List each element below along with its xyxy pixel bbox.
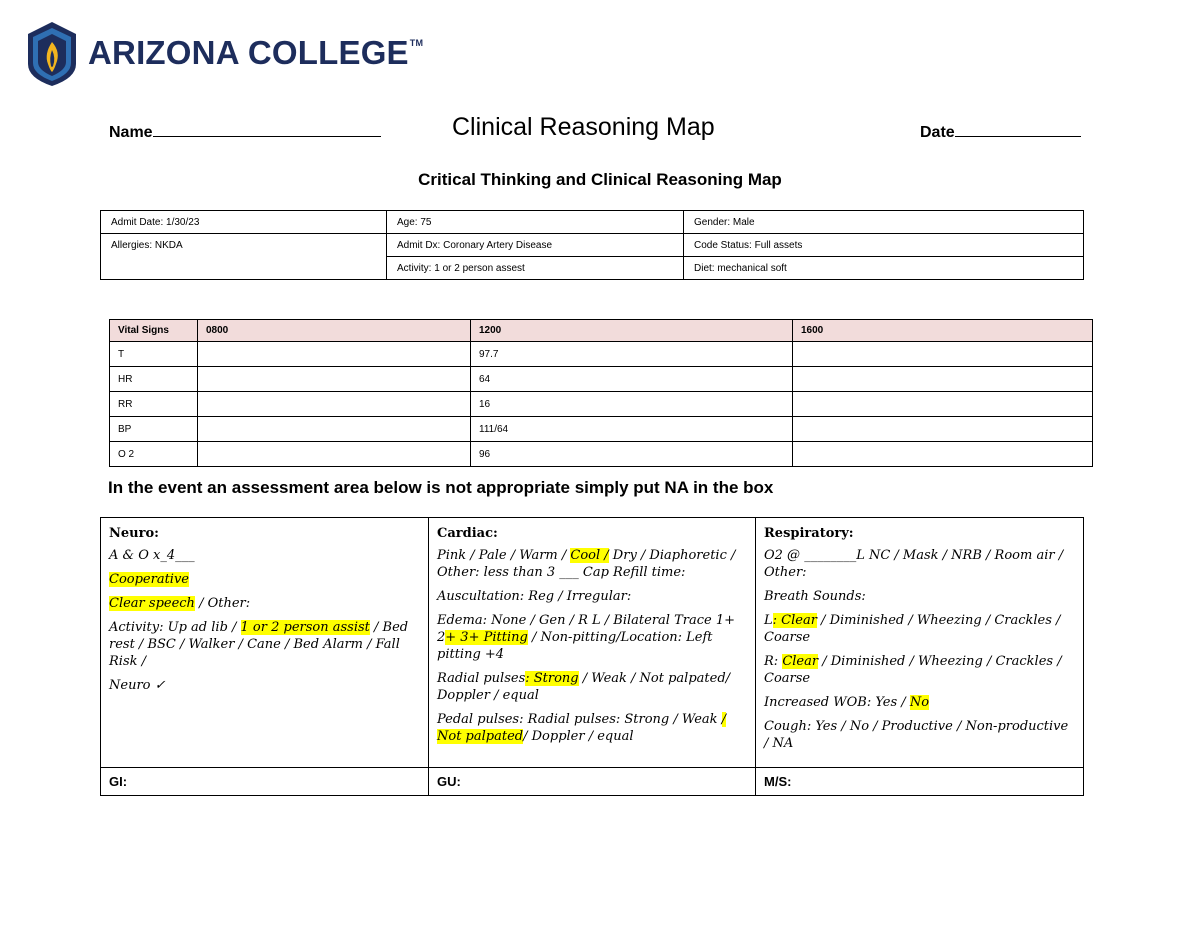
- diet-cell: Diet: mechanical soft: [684, 257, 1084, 280]
- cardiac-pedal-post: / Doppler / equal: [523, 729, 634, 744]
- vitals-row-label: O 2: [110, 442, 198, 467]
- cardiac-radial-pre: Radial pulses: [437, 671, 526, 686]
- cardiac-skin-post: Dry / Diaphoretic / Other: less than 3 ___ Cap Refill time:: [437, 548, 736, 580]
- cardiac-edema-line: [437, 612, 747, 663]
- cardiac-pedal-pre: Pedal pulses: Radial pulses: Strong / Weak: [437, 712, 722, 727]
- cardiac-heading: Cardiac:: [437, 526, 498, 541]
- neuro-activity-post: / Bed rest / BSC / Walker / Cane / Bed Alarm / Fall Risk /: [109, 620, 409, 669]
- respiratory-heading: Respiratory:: [764, 526, 854, 541]
- vitals-cell-1200[interactable]: 96: [471, 442, 793, 467]
- neuro-speech-other: / Other:: [194, 596, 251, 611]
- respiratory-left-highlight: : Clear: [772, 613, 817, 628]
- name-label: Name: [109, 124, 153, 141]
- na-instruction: In the event an assessment area below is not appropriate simply put NA in the box: [108, 478, 774, 497]
- respiratory-wob-pre: Increased WOB: Yes /: [764, 695, 910, 710]
- cardiac-auscultation: Auscultation: Reg / Irregular:: [437, 589, 632, 604]
- neuro-check: Neuro ✓: [109, 678, 166, 693]
- cardiac-radial-line: [437, 670, 747, 704]
- vitals-cell-1600[interactable]: [793, 367, 1093, 392]
- vitals-row-rr: [110, 392, 1093, 417]
- vitals-cell-1200[interactable]: 64: [471, 367, 793, 392]
- neuro-activity-highlight: 1 or 2 person assist: [240, 620, 370, 635]
- brand-name: ARIZONA COLLEGE™: [88, 34, 424, 71]
- respiratory-right-pre: R:: [764, 654, 783, 669]
- cardiac-edema-post: / Non-pitting/Location: Left pitting +4: [437, 630, 713, 662]
- date-blank-line[interactable]: [955, 122, 1081, 137]
- name-blank-line[interactable]: [153, 122, 381, 137]
- vitals-cell-0800[interactable]: [198, 342, 471, 367]
- cardiac-skin-line: [437, 547, 747, 581]
- vitals-cell-1200[interactable]: 97.7: [471, 342, 793, 367]
- neuro-cell[interactable]: [101, 518, 429, 768]
- vitals-row-label: BP: [110, 417, 198, 442]
- cardiac-skin-pre: Pink / Pale / Warm /: [437, 548, 571, 563]
- name-field: [109, 122, 381, 142]
- respiratory-left-pre: L: [764, 613, 773, 628]
- cardiac-radial-post: / Weak / Not palpated/ Doppler / equal: [437, 671, 731, 703]
- vitals-header-0800: 0800: [198, 320, 471, 342]
- neuro-heading: Neuro:: [109, 526, 159, 541]
- respiratory-wob-line: [764, 694, 1075, 711]
- vitals-cell-1600[interactable]: [793, 417, 1093, 442]
- activity-cell: Activity: 1 or 2 person assest: [387, 257, 684, 280]
- respiratory-right-highlight: Clear: [782, 654, 819, 669]
- neuro-clear-speech: Clear speech: [109, 596, 195, 611]
- allergies-cell-continued: [101, 257, 387, 280]
- neuro-cooperative: Cooperative: [109, 572, 189, 587]
- neuro-cooperative-line: [109, 571, 420, 588]
- respiratory-left-line: [764, 612, 1075, 646]
- cardiac-cell[interactable]: [429, 518, 756, 768]
- vitals-cell-0800[interactable]: [198, 442, 471, 467]
- vitals-cell-0800[interactable]: [198, 417, 471, 442]
- gu-cell[interactable]: GU:: [429, 768, 756, 796]
- vitals-row-o2: [110, 442, 1093, 467]
- page-subtitle: Critical Thinking and Clinical Reasoning Map: [418, 170, 782, 189]
- cardiac-skin-highlight: Cool /: [570, 548, 609, 563]
- vitals-header-1200: 1200: [471, 320, 793, 342]
- ms-cell[interactable]: M/S:: [756, 768, 1084, 796]
- page-title: Clinical Reasoning Map: [452, 113, 715, 141]
- vitals-header-1600: 1600: [793, 320, 1093, 342]
- neuro-speech-line: [109, 595, 420, 612]
- neuro-activity-pre: Activity: Up ad lib /: [109, 620, 241, 635]
- assessment-table: [100, 517, 1084, 796]
- cardiac-pedal-highlight: / Not palpated: [437, 712, 727, 744]
- vital-signs-table: [109, 319, 1093, 467]
- vitals-cell-1600[interactable]: [793, 442, 1093, 467]
- respiratory-right-post: / Diminished / Wheezing / Crackles / Coarse: [764, 654, 1062, 686]
- vitals-cell-1600[interactable]: [793, 342, 1093, 367]
- gender-cell: Gender: Male: [684, 211, 1084, 234]
- vitals-row-hr: [110, 367, 1093, 392]
- cardiac-radial-highlight: : Strong: [525, 671, 579, 686]
- age-cell: Age: 75: [387, 211, 684, 234]
- date-label: Date: [920, 124, 955, 141]
- cardiac-edema-highlight: + 3+ Pitting: [445, 630, 528, 645]
- allergies-cell: Allergies: NKDA: [101, 234, 387, 257]
- respiratory-right-line: [764, 653, 1075, 687]
- cardiac-edema-pre: Edema: None / Gen / R L / Bilateral Trace 1+ 2: [437, 613, 735, 645]
- admit-dx-cell: Admit Dx: Coronary Artery Disease: [387, 234, 684, 257]
- vitals-header-label: Vital Signs: [110, 320, 198, 342]
- vitals-cell-1600[interactable]: [793, 392, 1093, 417]
- vitals-row-label: HR: [110, 367, 198, 392]
- trademark-mark: TM: [409, 38, 424, 48]
- arizona-college-logo: [26, 20, 424, 90]
- gi-cell[interactable]: GI:: [101, 768, 429, 796]
- respiratory-o2: O2 @ ________L NC / Mask / NRB / Room air / Other:: [764, 548, 1064, 580]
- respiratory-wob-highlight: No: [909, 695, 930, 710]
- admit-date-cell: Admit Date: 1/30/23: [101, 211, 387, 234]
- vitals-cell-1200[interactable]: 16: [471, 392, 793, 417]
- vitals-row-bp: [110, 417, 1093, 442]
- shield-flame-icon: [26, 20, 78, 88]
- admit-info-table: [100, 210, 1084, 280]
- vitals-row-label: RR: [110, 392, 198, 417]
- respiratory-breath-sounds: Breath Sounds:: [764, 589, 866, 604]
- respiratory-cell[interactable]: [756, 518, 1084, 768]
- vitals-row-label: T: [110, 342, 198, 367]
- respiratory-left-post: / Diminished / Wheezing / Crackles / Coarse: [764, 613, 1061, 645]
- vitals-cell-0800[interactable]: [198, 392, 471, 417]
- neuro-aox: A & O x_4___: [109, 548, 195, 563]
- date-field: [920, 122, 1081, 142]
- respiratory-cough: Cough: Yes / No / Productive / Non-productive / NA: [764, 719, 1069, 751]
- code-status-cell: Code Status: Full assets: [684, 234, 1084, 257]
- vitals-row-t: [110, 342, 1093, 367]
- vitals-cell-1200[interactable]: 111/64: [471, 417, 793, 442]
- vitals-cell-0800[interactable]: [198, 367, 471, 392]
- vitals-header-row: [110, 320, 1093, 342]
- cardiac-pedal-line: [437, 711, 747, 745]
- neuro-activity-line: [109, 619, 420, 670]
